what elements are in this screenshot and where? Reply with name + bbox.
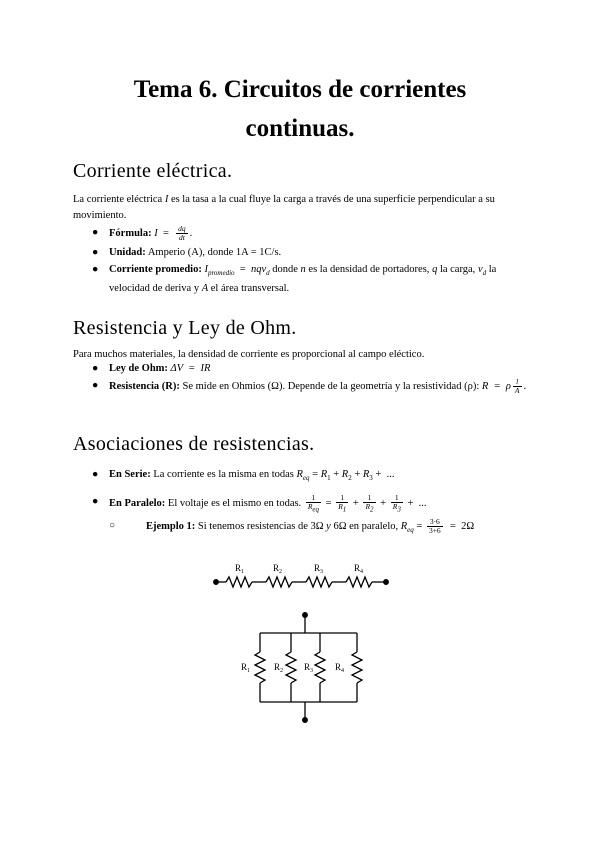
paralelo-label: En Paralelo: [109,498,166,510]
heading-resistencia-ley-ohm: Resistencia y Ley de Ohm. [73,317,297,339]
bullet-formula: ● Fórmula: I = $\frac{dq}{dt}$ . [92,224,193,242]
bullet-dot-icon: ● [92,380,99,391]
formula-label: Fórmula: [109,227,152,239]
bullet-ley-ohm: ● Ley de Ohm: ΔV = IR [109,361,529,377]
bullet-dot-icon: ● [92,363,99,374]
document-title-line2: continuas. [245,115,355,142]
sub-bullet-ejemplo: ○ Ejemplo 1: Si tenemos resistencias de 3Ω y 6Ω en paralelo, $R_{eq}$ = $\frac{3\cdot 6}{3+6}$ = 2Ω [109,517,475,535]
heading-corriente-electrica: Corriente eléctrica. [73,160,233,182]
parallel-label-r3: $R_3$ [304,662,314,674]
bullet-dot-icon: ● [92,264,99,275]
bullet-dot-icon: ● [92,227,99,238]
parallel-resistor-labels [241,662,344,674]
promedio-label: Corriente promedio: [109,264,202,275]
parallel-label-r4: $R_4$ [335,662,345,674]
res-label: Resistencia (R): [109,380,180,392]
series-label-r1: $R_1$ [235,563,245,575]
serie-label: En Serie: [109,469,151,480]
bullet-en-paralelo: ● En Paralelo: El voltaje es el mismo en todas. $\frac{1}{R_{eq}}$ = $\frac{1}{R_1}$ + $\frac{1}{R_2}$ + $\frac{1}{R_3}$ + ... [92,493,427,514]
heading-asociaciones: Asociaciones de resistencias. [73,433,315,455]
parallel-label-r2: $R_2$ [274,662,284,674]
bullet-en-serie: ● En Serie: La corriente es la misma en todas $R_{eq} = R_1 + R_2 + R_3$ + ... [92,469,395,483]
bullet-resistencia: ● Resistencia (R): Se mide en Ohmios (Ω). Depende de la geometría y la resistividad (ρ): R = ρ $\frac{l}{A}$ . [92,377,527,395]
ejemplo-label: Ejemplo 1: [146,520,196,532]
parallel-label-r1: $R_1$ [241,662,251,674]
series-label-r2: $R_2$ [273,563,283,575]
bullet-unidad: ● Unidad: Amperio (A), donde 1A = 1C/s. [109,245,529,261]
bullet-circle-icon: ○ [109,520,116,531]
bullet-dot-icon: ● [92,247,99,258]
parallel-resistor-circuit [255,613,362,723]
bullet-dot-icon: ● [92,496,99,507]
bullet-dot-icon: ● [92,469,99,480]
series-resistor-labels [235,563,363,575]
document-title-line1: Tema 6. Circuitos de corrientes [133,76,467,103]
paragraph-resistencia-intro: Para muchos materiales, la densidad de corriente es proporcional al campo eléctico. [73,349,425,360]
series-label-r3: $R_3$ [314,563,324,575]
ohm-label: Ley de Ohm: [109,363,168,374]
series-label-r4: $R_4$ [354,563,364,575]
paragraph-corriente-intro: La corriente eléctrica I es la tasa a la cual fluye la carga a través de una superficie perpendicular a su movimiento. [73,194,495,221]
unidad-label: Unidad: [109,247,146,258]
series-resistor-circuit [214,577,389,587]
bullet-corriente-promedio: ● Corriente promedio: $I_{promedio} = nqv_d$ donde n es la densidad de portadores, q la carga, $v_d$ la velocidad de deriva y A el área transversal. [92,264,497,295]
